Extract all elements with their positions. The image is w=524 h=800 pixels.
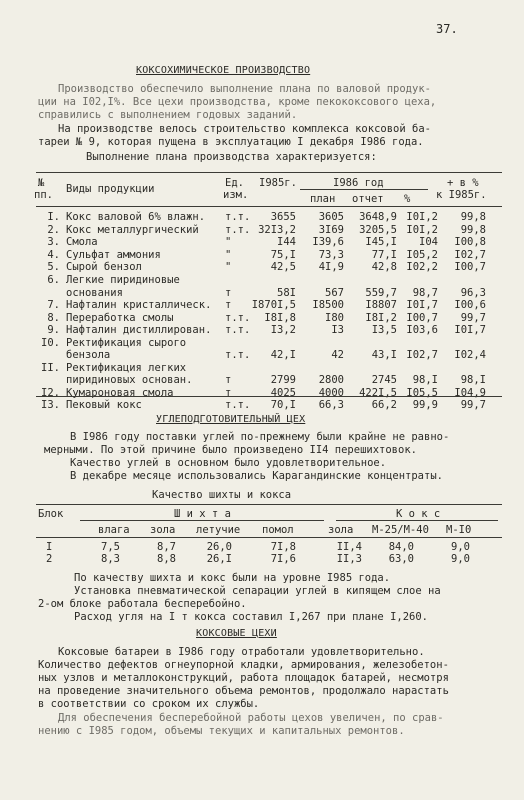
col-header-pct: %	[404, 193, 411, 205]
cell-fact: 43,I	[371, 349, 397, 362]
table-rule	[300, 189, 428, 190]
cell-unit: т.т.	[225, 324, 251, 337]
cell-vs: I00,7	[454, 261, 486, 274]
cell-product: Ректификация легких	[66, 361, 187, 374]
paragraph-line: По качеству шихта и кокс были на уровне I985 года.	[74, 572, 391, 584]
cell-num: 3.	[47, 236, 60, 249]
cell-vs: 98,I	[460, 374, 486, 387]
cell-ash: 8,8	[157, 553, 176, 565]
cell-1985: 4025	[270, 386, 296, 399]
paragraph-line: в соответствии со сроком их службы.	[38, 698, 260, 710]
cell-1985: 3655	[270, 211, 296, 223]
paragraph-line: В I986 году поставки углей по-прежнему были крайне не равно-	[70, 431, 450, 443]
paragraph-line: Для обеспечения бесперебойной работы цехов увеличен, по срав-	[58, 712, 444, 724]
cell-vs: I04,9	[454, 386, 486, 399]
paragraph-line: ции на I02,I%. Все цехи производства, кроме пекококсового цеха,	[38, 96, 437, 108]
cell-block: 2	[46, 553, 53, 565]
cell-pct: I02,7	[406, 349, 438, 362]
cell-block: I	[46, 541, 53, 553]
table-caption: Качество шихты и кокса	[152, 489, 292, 501]
col-header-unit: Ед.	[225, 177, 244, 189]
cell-plan: 4I,9	[318, 261, 344, 274]
cell-m10: 9,0	[451, 553, 470, 565]
cell-product: Легкие пиридиновые	[66, 274, 180, 286]
cell-pct: I0I,2	[406, 223, 438, 236]
cell-coke-ash: II,4	[336, 541, 362, 553]
col-header-1986: I986 год	[333, 177, 384, 189]
cell-num: 9.	[47, 324, 60, 337]
cell-pct: I04	[419, 236, 438, 249]
cell-product: Кокс металлургический	[66, 223, 199, 236]
cell-volatile: 26,0	[206, 541, 232, 553]
cell-vs: I00,8	[454, 236, 486, 249]
cell-grind: 7I,8	[270, 541, 296, 553]
cell-product: Нафталин дистиллирован.	[66, 324, 212, 337]
cell-num: 2.	[47, 223, 60, 236]
paragraph-line: мерными. По этой причине было произведено II4 перешихтовок.	[44, 444, 417, 456]
cell-unit: "	[225, 248, 232, 261]
cell-1985: 2799	[270, 374, 296, 387]
cell-unit: т	[225, 374, 232, 387]
cell-unit: т	[225, 386, 232, 399]
cell-fact: I8807	[365, 299, 397, 311]
cell-m25-m40: 63,0	[388, 553, 414, 565]
cell-vs: I02,7	[454, 248, 486, 261]
paragraph-line: Выполнение плана производства характеризуется:	[86, 151, 377, 163]
cell-1985: 58I	[277, 286, 296, 299]
table-rule	[36, 172, 502, 173]
col-header-moisture: влага	[98, 524, 130, 536]
table-rule	[36, 206, 502, 207]
col-header-m10: М-I0	[446, 524, 472, 536]
cell-pct: 99,9	[412, 399, 438, 412]
cell-vs: 99,7	[460, 311, 486, 324]
cell-num: I2.	[41, 386, 60, 399]
col-header-product: Виды продукции	[66, 183, 155, 195]
cell-1985: 75,I	[270, 248, 296, 261]
cell-product: Ректификация сырого	[66, 336, 187, 349]
cell-num: 4.	[47, 248, 60, 261]
cell-plan: I8500	[312, 299, 344, 311]
cell-unit: "	[225, 261, 232, 274]
col-header-plan: план	[310, 193, 336, 205]
cell-1985: I3,2	[270, 324, 296, 337]
cell-unit: т	[225, 286, 232, 299]
cell-pct: I05,5	[406, 386, 438, 399]
cell-vs: 96,3	[460, 286, 486, 299]
cell-plan: 42	[331, 349, 344, 362]
col-header-vs: + в %	[447, 177, 479, 189]
cell-pct: 98,7	[412, 286, 438, 299]
cell-coke-ash: II,3	[336, 553, 362, 565]
cell-fact: 2745	[371, 374, 397, 387]
cell-plan: 567	[325, 286, 344, 299]
cell-fact: I8I,2	[365, 311, 397, 324]
paragraph-line: справились с выполнением годовых заданий.	[38, 109, 298, 121]
cell-product: Сульфат аммония	[66, 248, 161, 261]
cell-unit: т.т.	[225, 311, 251, 324]
table-rule	[36, 537, 502, 538]
cell-product: Кокс валовой 6% влажн.	[66, 211, 206, 223]
table-rule	[80, 520, 324, 521]
cell-1985: 42,I	[270, 349, 296, 362]
cell-plan: 4000	[318, 386, 344, 399]
cell-fact: I45,I	[365, 236, 397, 249]
col-header-block: Блок	[38, 508, 64, 520]
cell-fact: 66,2	[371, 399, 397, 412]
cell-pct: I0I,7	[406, 299, 438, 311]
cell-pct: I0I,2	[406, 211, 438, 223]
col-header-pp: пп.	[34, 189, 53, 201]
cell-m10: 9,0	[451, 541, 470, 553]
cell-product: Нафталин кристаллическ.	[66, 299, 212, 311]
col-header-coke-ash: зола	[328, 524, 354, 536]
col-header-m25-m40: М-25/М-40	[372, 524, 429, 536]
cell-fact: 77,I	[371, 248, 397, 261]
cell-moisture: 8,3	[101, 553, 120, 565]
cell-plan: 73,3	[318, 248, 344, 261]
cell-1985: 42,5	[270, 261, 296, 274]
cell-plan: I39,6	[312, 236, 344, 249]
cell-1985: I8I,8	[264, 311, 296, 324]
cell-pct: I02,2	[406, 261, 438, 274]
cell-m25-m40: 84,0	[388, 541, 414, 553]
cell-num: II.	[41, 361, 60, 374]
cell-pct: I00,7	[406, 311, 438, 324]
cell-plan: 66,3	[318, 399, 344, 412]
cell-num: 7.	[47, 299, 60, 311]
cell-num: 6.	[47, 274, 60, 286]
paragraph-line: ных узлов и металлоконструкций, работа площадок батарей, несмотря	[38, 672, 449, 684]
col-header-1985: I985г.	[259, 177, 297, 189]
cell-product: Смола	[66, 236, 98, 249]
cell-plan: I3	[331, 324, 344, 337]
cell-pct: I03,6	[406, 324, 438, 337]
col-header-vs: к I985г.	[436, 189, 487, 201]
paragraph-line: На производстве велось строительство комплекса коксовой ба-	[58, 123, 431, 135]
paragraph-line: Установка пневматической сепарации углей в кипящем слое на	[74, 585, 441, 597]
col-header-grind: помол	[262, 524, 294, 536]
cell-1985: I870I,5	[251, 299, 296, 311]
col-header-num: №	[38, 177, 45, 189]
cell-product: Переработка смолы	[66, 311, 174, 324]
cell-vs: I0I,7	[454, 324, 486, 337]
cell-num: 5.	[47, 261, 60, 274]
paragraph-line: тареи № 9, которая пущена в эксплуатацию I декабря I986 года.	[38, 136, 424, 148]
section-title-coal-prep: УГЛЕПОДГОТОВИТЕЛЬНЫЙ ЦЕХ	[156, 414, 306, 425]
cell-moisture: 7,5	[101, 541, 120, 553]
cell-fact: 3205,5	[359, 223, 397, 236]
cell-vs: 99,7	[460, 399, 486, 412]
cell-unit: т.т.	[225, 349, 251, 362]
col-header-unit: изм.	[223, 189, 249, 201]
cell-plan: 2800	[318, 374, 344, 387]
cell-fact: 42,8	[371, 261, 397, 274]
cell-unit: т.т.	[225, 223, 251, 236]
paragraph-line: Качество углей в основном было удовлетворительное.	[70, 457, 387, 469]
table-rule	[336, 520, 498, 521]
paragraph-line: В декабре месяце использовались Карагандинские концентраты.	[70, 470, 443, 482]
table-rule	[36, 504, 502, 505]
cell-fact: 3648,9	[359, 211, 397, 223]
paragraph-line: Количество дефектов огнеупорной кладки, армирования, железобетон-	[38, 659, 449, 671]
cell-vs: 99,8	[460, 223, 486, 236]
col-header-koks: К о к с	[396, 508, 441, 520]
paragraph-line: Производство обеспечило выполнение плана по валовой продук-	[58, 83, 431, 95]
cell-unit: т	[225, 299, 232, 311]
cell-fact: 422I,5	[359, 386, 397, 399]
col-header-fact: отчет	[352, 193, 384, 205]
cell-pct: 98,I	[412, 374, 438, 387]
cell-num: I0.	[41, 336, 60, 349]
col-header-volatile: летучие	[196, 524, 241, 536]
paragraph-line: Коксовые батареи в I986 году отработали удовлетворительно.	[58, 646, 425, 658]
cell-vs: 99,8	[460, 211, 486, 223]
cell-product: бензола	[66, 349, 111, 362]
cell-product: Пековый кокс	[66, 399, 142, 412]
cell-product: основания	[66, 286, 123, 299]
col-header-shihta: Ш и х т а	[174, 508, 231, 520]
cell-1985: 70,I	[270, 399, 296, 412]
cell-ash: 8,7	[157, 541, 176, 553]
cell-fact: 559,7	[365, 286, 397, 299]
cell-product: пиридиновых основан.	[66, 374, 193, 387]
cell-vs: I02,4	[454, 349, 486, 362]
cell-fact: I3,5	[371, 324, 397, 337]
cell-plan: 3605	[318, 211, 344, 223]
paragraph-line: 2-ом блоке работала бесперебойно.	[38, 598, 247, 610]
cell-grind: 7I,6	[270, 553, 296, 565]
cell-plan: I80	[325, 311, 344, 324]
section-title-coke-shops: КОКСОВЫЕ ЦЕХИ	[196, 628, 277, 639]
cell-1985: 32I3,2	[258, 223, 296, 236]
cell-volatile: 26,I	[206, 553, 232, 565]
section-title-coke-chemical: КОКСОХИМИЧЕСКОЕ ПРОИЗВОДСТВО	[136, 65, 311, 76]
cell-num: I3.	[41, 399, 60, 412]
col-header-ash: зола	[150, 524, 176, 536]
cell-unit: т.т.	[225, 399, 251, 412]
paragraph-line: нению с I985 годом, объемы текущих и капитальных ремонтов.	[38, 725, 405, 737]
table-rule	[36, 396, 502, 397]
cell-product: Сырой бензол	[66, 261, 142, 274]
cell-unit: "	[225, 236, 232, 249]
cell-vs: I00,6	[454, 299, 486, 311]
cell-num: I.	[47, 211, 60, 223]
cell-unit: т.т.	[225, 211, 251, 223]
cell-pct: I05,2	[406, 248, 438, 261]
cell-plan: 3I69	[318, 223, 344, 236]
paragraph-line: на проведение значительного объема ремонтов, продолжало нарастать	[38, 685, 449, 697]
paragraph-line: Расход угля на I т кокса составил I,267 при плане I,260.	[74, 611, 429, 623]
cell-num: 8.	[47, 311, 60, 324]
cell-1985: I44	[277, 236, 296, 249]
cell-product: Кумароновая смола	[66, 386, 174, 399]
page-number: 37.	[436, 22, 458, 36]
